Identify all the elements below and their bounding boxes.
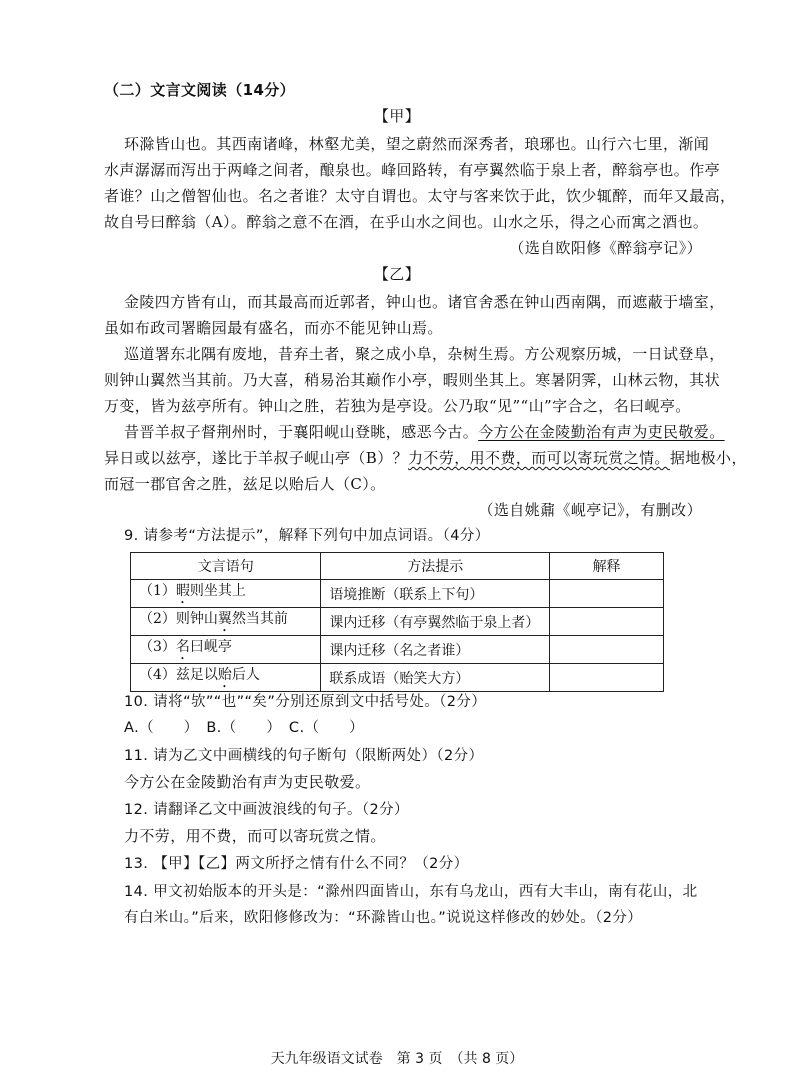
q9-answer-1[interactable] (550, 580, 664, 608)
q9-sentence-4-post: 后人 (231, 667, 260, 683)
q9-sentence-4 (131, 664, 321, 692)
q9-answer-4[interactable] (550, 664, 664, 692)
q11-prompt: 11. 请为乙文中画横线的句子断句（限断两处）（2分） (124, 748, 484, 764)
page-footer: 天九年级语文试卷 第 3 页 （共 8 页） (270, 1051, 524, 1067)
yi-p3-line-1-text: 昔晋羊叔子督荆州时，于襄阳岘山登眺，感恶今古。 (124, 423, 479, 441)
q9-col-hint: 方法提示 (321, 553, 550, 580)
q14-line-1: 14. 甲文初始版本的开头是：“滁州四面皆山，东有乌龙山，西有大丰山，南有花山，北 (124, 884, 698, 900)
wavy-underlined-sentence: 力不劳，用不费，而可以寄玩赏之情。 (408, 449, 670, 467)
q9-sentence-2-post: 然当其前 (231, 611, 288, 627)
yi-p3-line-2-text: 异日或以兹亭，遂比于羊叔子岘山亭（B）？ (104, 449, 409, 467)
q12-sentence: 力不劳，用不费，而可以寄玩赏之情。 (124, 827, 386, 845)
q13-prompt: 13. 【甲】【乙】两文所抒之情有什么不同？（2分） (124, 856, 469, 872)
q9-dotted-word-4: 贻 (217, 667, 232, 683)
yi-p1-line-2: 虽如布政司署瞻园最有盛名，而亦不能见钟山焉。 (104, 319, 443, 337)
table-row (131, 608, 664, 636)
q9-hint-2: 课内迁移（有亭翼然临于泉上者） (321, 608, 550, 636)
q11-sentence: 今方公在金陵勤治有声为吏民敬爱。 (124, 773, 371, 791)
q9-sentence-4-pre: （4）兹足以 (139, 667, 218, 683)
q9-col-sentence: 文言语句 (131, 553, 321, 580)
q9-col-answer: 解释 (550, 553, 664, 580)
q9-hint-4: 联系成语（贻笑大方） (321, 664, 550, 692)
section-title: （二）文言文阅读（14分） (104, 81, 296, 99)
yi-p3-line-2-tail: 据地极小， (669, 449, 747, 467)
yi-p2-line-1: 巡道署东北隅有废地，昔弃土者，聚之成小阜，杂树生焉。方公观察历城，一日试登阜， (124, 345, 725, 363)
q9-answer-3[interactable] (550, 636, 664, 664)
yi-p3-line-3: 而冠一郡官舍之胜，兹足以贻后人（C）。 (104, 475, 386, 493)
q9-hint-3: 课内迁移（名之者谁） (321, 636, 550, 664)
q9-sentence-2 (131, 608, 321, 636)
q9-sentence-1-pre: （1） (139, 583, 176, 599)
q9-dotted-word-2: 翼 (217, 611, 232, 627)
q14-line-2: 有白米山。”后来，欧阳修修改为：“环滁皆山也。”说说这样修改的妙处。（2分） (124, 910, 643, 926)
q9-table (130, 552, 664, 692)
q9-hint-1: 语境推断（联系上下句） (321, 580, 550, 608)
q9-prompt: 9. 请参考“方法提示”，解释下列句中加点词语。（4分） (124, 528, 490, 544)
yi-p2-line-3: 万变，皆为兹亭所有。钟山之胜，若独为是亭设。公乃取“见”“山”字合之，名曰岘亭。 (104, 397, 691, 415)
q9-dotted-word-1: 暇 (175, 583, 190, 599)
q9-sentence-1-post: 则坐其上 (189, 583, 246, 599)
jia-line-2: 水声潺潺而泻出于两峰之间者，酿泉也。峰回路转，有亭翼然临于泉上者，醉翁亭也。作亭 (104, 161, 721, 179)
yi-heading: 【乙】 (373, 265, 421, 283)
table-row (131, 636, 664, 664)
table-row (131, 664, 664, 692)
jia-heading: 【甲】 (373, 107, 421, 125)
q9-table-header (131, 553, 664, 580)
yi-p3-line-2 (104, 448, 747, 468)
q10-options: A.（ ） B.（ ） C.（ ） (124, 720, 365, 736)
underlined-sentence: 今方公在金陵勤治有声为吏民敬爱。 (478, 423, 725, 441)
q9-dotted-word-3: 名 (175, 639, 190, 655)
q9-sentence-1 (131, 580, 321, 608)
q9-sentence-3-post: 曰岘亭 (189, 639, 232, 655)
table-row (131, 580, 664, 608)
q9-sentence-3 (131, 636, 321, 664)
yi-p3-line-1 (124, 422, 724, 442)
q9-sentence-2-pre: （2）则钟山 (139, 611, 218, 627)
jia-source: （选自欧阳修《醉翁亭记》） (509, 239, 702, 257)
yi-p2-line-2: 则钟山翼然当其前。乃大喜，稍易治其巅作小亭，暇则坐其上。寒暑阴霁，山林云物，其状 (104, 371, 721, 389)
q10-prompt: 10. 请将“欤”“也”“矣”分别还原到文中括号处。（2分） (124, 694, 487, 710)
yi-source: （选自姚鼐《岘亭记》，有删改） (478, 501, 702, 519)
q9-sentence-3-pre: （3） (139, 639, 176, 655)
jia-line-3: 者谁？山之僧智仙也。名之者谁？太守自谓也。太守与客来饮于此，饮少辄醉，而年又最高， (104, 187, 736, 205)
jia-line-1: 环滁皆山也。其西南诸峰，林壑尤美，望之蔚然而深秀者，琅琊也。山行六七里，渐闻 (124, 135, 710, 153)
q12-prompt: 12. 请翻译乙文中画波浪线的句子。（2分） (124, 802, 409, 818)
jia-line-4: 故自号曰醉翁（A）。醉翁之意不在酒，在乎山水之间也。山水之乐，得之心而寓之酒也。 (104, 213, 709, 231)
yi-p1-line-1: 金陵四方皆有山，而其最高而近郭者，钟山也。诸官舍悉在钟山西南隅，而遮蔽于墙室， (124, 293, 725, 311)
q9-answer-2[interactable] (550, 608, 664, 636)
